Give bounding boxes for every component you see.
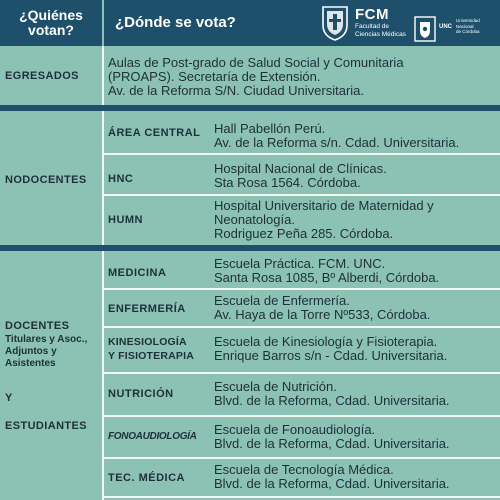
row-divider (102, 194, 500, 196)
fonoaudiologia-line1: Escuela de Fonoaudiología. (214, 422, 376, 437)
enfermeria-line1: Escuela de Enfermería. (214, 293, 350, 308)
fcm-subtitle (355, 23, 415, 38)
kinesiologia-line1: Escuela de Kinesiología y Fisioterapia. (214, 334, 438, 349)
header-bar (0, 0, 500, 46)
unc-subtitle-line2: Nacional (456, 23, 474, 29)
nutricion-line2: Blvd. de la Reforma, Cdad. Universitaria. (214, 393, 450, 408)
unc-subtitle-line3: de Córdoba (456, 29, 480, 34)
tec-medica-line2: Blvd. de la Reforma, Cdad. Universitaria. (214, 476, 450, 491)
unc-crest-icon (414, 16, 436, 42)
row-divider (102, 415, 500, 417)
docentes-detail-line3: Asistentes (5, 358, 56, 369)
nutricion-line1: Escuela de Nutrición. (214, 379, 337, 394)
fcm-title: FCM (355, 6, 389, 23)
docentes-detail-line1: Titulares y Asoc., (5, 334, 88, 345)
sublocation-medicina: MEDICINA (108, 267, 167, 279)
hnc-line2: Sta Rosa 1564. Córdoba. (214, 175, 361, 190)
hnc-location (214, 162, 387, 190)
medicina-line1: Escuela Práctica. FCM. UNC. (214, 256, 386, 271)
where-to-vote-heading: ¿Dónde se vota? (115, 14, 236, 31)
fcm-subtitle-line2: Ciencias Médicas (355, 30, 406, 38)
row-divider (102, 153, 500, 155)
column-divider-nodocentes (102, 111, 104, 245)
medicina-line2: Santa Rosa 1085, Bº Alberdi, Córdoba. (214, 270, 440, 285)
fcm-logo (320, 5, 406, 41)
sublocation-tec-medica: TEC. MÉDICA (108, 472, 185, 484)
humn-location (214, 199, 434, 241)
who-votes-line2: votan? (28, 22, 74, 38)
humn-line3: Rodriguez Peña 285. Córdoba. (214, 226, 394, 241)
category-conjunction: Y (5, 392, 13, 404)
unc-logo (414, 16, 494, 42)
kinesiologia-location (214, 335, 447, 363)
medicina-location (214, 257, 439, 285)
fonoaudiologia-location (214, 423, 450, 451)
unc-subtitle-line1: Universidad (456, 18, 480, 23)
sublocation-humn: HUMN (108, 214, 143, 226)
who-votes-line1: ¿Quiénes (19, 7, 83, 23)
egresados-location-line3: Av. de la Reforma S/N. Ciudad Universitaria. (108, 83, 365, 98)
kinesiologia-line2: Enrique Barros s/n - Cdad. Universitaria. (214, 348, 448, 363)
tec-medica-line1: Escuela de Tecnología Médica. (214, 462, 394, 477)
category-docentes: DOCENTES (5, 320, 70, 332)
unc-subtitle (456, 18, 496, 35)
kinesiologia-name-line2: Y FISIOTERAPIA (108, 350, 195, 362)
row-divider (102, 326, 500, 328)
humn-line2: Neonatología. (214, 212, 295, 227)
row-divider (102, 372, 500, 374)
hnc-line1: Hospital Nacional de Clínicas. (214, 161, 387, 176)
sublocation-kinesiologia (108, 335, 194, 363)
sublocation-area-central: ÁREA CENTRAL (108, 127, 201, 139)
category-estudiantes: ESTUDIANTES (5, 420, 88, 432)
fcm-subtitle-line1: Facultad de (355, 23, 389, 30)
sublocation-hnc: HNC (108, 173, 134, 185)
unc-label: UNC (439, 24, 452, 30)
area-central-location (214, 122, 459, 150)
header-divider (102, 0, 104, 46)
column-divider-egresados (102, 46, 104, 105)
area-central-line1: Hall Pabellón Perú. (214, 121, 326, 136)
fonoaudiologia-line2: Blvd. de la Reforma, Cdad. Universitaria. (214, 436, 450, 451)
section-separator (0, 105, 500, 111)
row-divider (102, 457, 500, 459)
docentes-detail-line2: Adjuntos y (5, 346, 57, 357)
category-egresados: EGRESADOS (5, 70, 79, 82)
egresados-location-line1: Aulas de Post-grado de Salud Social y Comunitaria (108, 55, 404, 70)
enfermeria-line2: Av. Haya de la Torre Nº533, Córdoba. (214, 307, 431, 322)
kinesiologia-name-line1: KINESIOLOGÍA (108, 336, 187, 348)
category-docentes-detail (5, 334, 87, 370)
tec-medica-location (214, 463, 450, 491)
row-divider (102, 496, 500, 498)
row-divider (102, 288, 500, 290)
who-votes-heading (0, 0, 102, 46)
humn-line1: Hospital Universitario de Maternidad y (214, 198, 434, 213)
enfermeria-location (214, 294, 430, 322)
section-separator (0, 245, 500, 251)
egresados-location-line2: (PROAPS). Secretaría de Extensión. (108, 69, 321, 84)
sublocation-enfermeria: ENFERMERÍA (108, 303, 186, 315)
nutricion-location (214, 380, 450, 408)
fcm-seal-icon (320, 5, 350, 41)
sublocation-fonoaudiologia: FONOAUDIOLOGÍA (108, 431, 197, 442)
area-central-line2: Av. de la Reforma s/n. Cdad. Universitaria. (214, 135, 460, 150)
sublocation-nutricion: NUTRICIÓN (108, 388, 174, 400)
category-nodocentes: NODOCENTES (5, 174, 87, 186)
egresados-location (108, 56, 404, 98)
